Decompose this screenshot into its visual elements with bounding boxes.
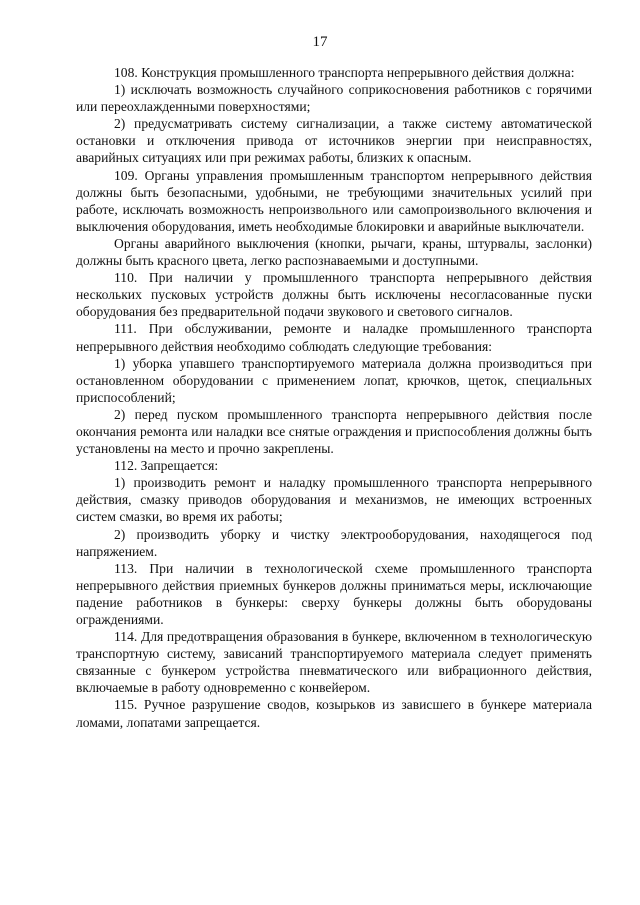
paragraph-111-item-1: 1) уборка упавшего транспортируемого материала должна производиться при остановленном оборудовании с применением лопат, крючков, щеток, специальных приспособлений; xyxy=(76,355,592,405)
paragraph-112-item-1: 1) производить ремонт и наладку промышленного транспорта непрерывного действия, смазку приводов оборудования и механизмов, не имеющих встроенных систем смазки, во время их работы; xyxy=(76,475,592,525)
document-body xyxy=(76,64,592,731)
paragraph-110: 110. При наличии у промышленного транспорта непрерывного действия нескольких пусковых устройств должны быть исключены несогласованные пуски оборудования без предварительной подачи звукового и светового сигналов. xyxy=(76,270,592,320)
paragraph-112: 112. Запрещается: xyxy=(114,458,219,474)
paragraph-114: 114. Для предотвращения образования в бункере, включенном в технологическую транспортную систему, зависаний транспортируемого материала следует применять связанные с бункером устройства пневматического или вибрационного действия, включаемые в работу одновременно с конвейером. xyxy=(76,629,592,696)
paragraph-111: 111. При обслуживании, ремонте и наладке промышленного транспорта непрерывного действия необходимо соблюдать следующие требования: xyxy=(76,321,592,354)
paragraph-112-item-2: 2) производить уборку и чистку электрооборудования, находящегося под напряжением. xyxy=(76,526,592,559)
paragraph-108: 108. Конструкция промышленного транспорта непрерывного действия должна: xyxy=(114,65,575,80)
paragraph-108-item-1: 1) исключать возможность случайного соприкосновения работников с горячими или переохлажденными поверхностями; xyxy=(76,82,592,115)
paragraph-108-item-2: 2) предусматривать систему сигнализации, а также систему автоматической остановки и отключения привода от источников энергии при неисправностях, аварийных ситуациях или при режимах работы, близких к опасным. xyxy=(76,116,592,166)
paragraph-109: 109. Органы управления промышленным транспортом непрерывного действия должны быть безопасными, удобными, не требующими значительных усилий при работе, исключать возможность непроизвольного или самопроизвольного включения и выключения оборудования, иметь необходимые блокировки и аварийные выключатели. xyxy=(76,167,592,234)
paragraph-109-emergency-controls: Органы аварийного выключения (кнопки, рычаги, краны, штурвалы, заслонки) должны быть красного цвета, легко распознаваемыми и доступными. xyxy=(76,235,592,269)
paragraph-111-item-2: 2) перед пуском промышленного транспорта непрерывного действия после окончания ремонта или наладки все снятые ограждения и приспособления должны быть установлены на место и прочно закреплены. xyxy=(76,406,592,457)
paragraph-115: 115. Ручное разрушение сводов, козырьков из зависшего в бункере материала ломами, лопатами запрещается. xyxy=(76,697,592,730)
paragraph-113: 113. При наличии в технологической схеме промышленного транспорта непрерывного действия приемных бункеров должны приниматься меры, исключающие падение работников в бункеры: сверху бункеры должны быть оборудованы ограждениями. xyxy=(76,560,592,627)
page-number: 17 xyxy=(312,34,328,50)
